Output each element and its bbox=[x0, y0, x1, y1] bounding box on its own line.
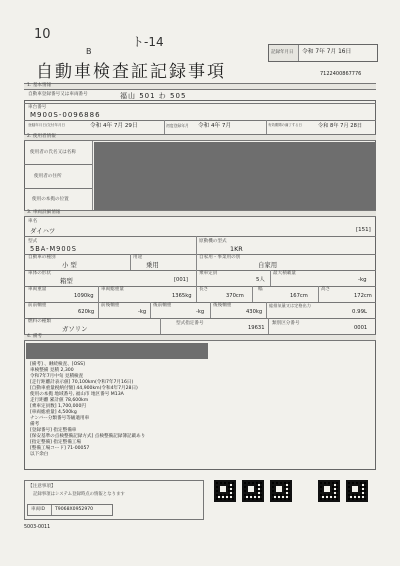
handwritten-code: ト-14 bbox=[132, 35, 164, 49]
purpose-value: 自家用 bbox=[258, 261, 278, 269]
first-reg2-label: 初度登録年月 bbox=[166, 123, 189, 128]
gross-weight-value: 1365kg bbox=[172, 293, 192, 299]
capacity-value: 5人 bbox=[256, 277, 265, 283]
remark-line: [車両総重量] 4,500kg bbox=[30, 410, 77, 415]
displacement-value: 0.99L bbox=[352, 309, 368, 315]
notes-box bbox=[24, 480, 204, 520]
vehicle-id-box bbox=[27, 504, 113, 516]
reg-number-value: 福山 501 わ 505 bbox=[120, 92, 187, 100]
remark-line: 使用の本拠 地域番号, 福山市 地区番号 M13A bbox=[30, 392, 124, 397]
height-label: 高さ bbox=[321, 287, 331, 292]
remark-line: 備考 bbox=[30, 422, 40, 427]
expiry-value: 令和 8年 7月 28日 bbox=[318, 123, 363, 129]
page-title: 自動車検査証記録事項 bbox=[36, 62, 226, 82]
section-user-title: 2. 使用者情報 bbox=[27, 134, 56, 139]
rear-rear-axle-value: 430kg bbox=[246, 309, 263, 315]
owner-address-label: 使用者の住所 bbox=[34, 174, 62, 179]
remark-line: 車検整備 見積 2,300 bbox=[30, 368, 74, 373]
base-location-label: 使用の本拠の位置 bbox=[32, 197, 69, 202]
front-front-axle-value: 620kg bbox=[78, 309, 95, 315]
handwritten-number: 10 bbox=[34, 27, 51, 42]
qr-code bbox=[214, 480, 236, 502]
qr-code bbox=[270, 480, 292, 502]
gross-weight-label: 車両総重量 bbox=[101, 287, 124, 292]
remark-line: [乗車定員数] 1,700,000円 bbox=[30, 404, 86, 409]
engine-value: 1KR bbox=[230, 245, 243, 253]
qr-code bbox=[318, 480, 340, 502]
length-value: 370cm bbox=[226, 293, 244, 299]
capacity-label: 乗車定員 bbox=[199, 271, 218, 276]
engine-label: 原動機の型式 bbox=[199, 239, 227, 244]
maker-code: [151] bbox=[356, 227, 371, 233]
remark-line: 令和7年7月中旬 見積検査 bbox=[30, 374, 84, 379]
type-number-label: 型式指定番号 bbox=[176, 321, 204, 326]
remark-line: ナンバー分類番号等級適用車 bbox=[30, 416, 90, 421]
remark-line: [指定整備] 指定整備工場 bbox=[30, 440, 81, 445]
remark-line: 走行距離 累計値 78,600km bbox=[30, 398, 89, 403]
first-reg-value: 令和 4年 7月 29日 bbox=[90, 123, 138, 129]
remark-line: [自動車重量税納付額] 44,900km(令和4年7月28日) bbox=[30, 386, 138, 391]
first-reg-label: 登録年月日/交付年月日 bbox=[28, 123, 66, 127]
record-date-box bbox=[268, 44, 378, 62]
chassis-label: 車台番号 bbox=[28, 105, 47, 110]
notes-title: 【注意事項】 bbox=[28, 484, 56, 489]
vehicle-id-value: T9068X0952970 bbox=[55, 507, 94, 512]
section-vehicle-bar bbox=[24, 210, 376, 217]
max-load-value: -kg bbox=[358, 277, 367, 283]
remark-line: [保安基準の点検整備記録方式] 点検整備記録簿記載あり bbox=[30, 434, 146, 439]
body-code: [001] bbox=[174, 277, 188, 283]
body-value: 箱型 bbox=[60, 277, 73, 285]
class-number-value: 0001 bbox=[354, 325, 368, 331]
record-date-label: 記録年月日 bbox=[271, 50, 294, 55]
section-vehicle-title: 3. 車両詳細情報 bbox=[27, 210, 61, 215]
chassis-value: M900S-0096886 bbox=[30, 111, 101, 119]
redacted-remarks bbox=[26, 343, 208, 359]
record-date-value: 令和 7年 7月 16日 bbox=[302, 49, 352, 55]
first-reg2-value: 令和 4年 7月 bbox=[198, 123, 232, 129]
front-rear-axle-label: 前後軸重 bbox=[101, 303, 120, 308]
front-front-axle-label: 前前軸重 bbox=[28, 303, 47, 308]
weight-value: 1090kg bbox=[74, 293, 94, 299]
displacement-label: 総排気量又は定格出力 bbox=[269, 303, 311, 308]
remark-line: 以下余白 bbox=[30, 452, 49, 457]
owner-name-label: 使用者の氏名又は名称 bbox=[30, 150, 76, 155]
fuel-value: ガソリン bbox=[62, 325, 88, 333]
section-remarks-title: 4. 備考 bbox=[27, 334, 43, 339]
rear-front-axle-label: 後前軸重 bbox=[153, 303, 172, 308]
section-basic-title: 1. 基本情報 bbox=[27, 83, 52, 88]
maker-label: 車名 bbox=[28, 219, 38, 224]
weight-label: 車両重量 bbox=[28, 287, 47, 292]
doc-number: 7122400867776 bbox=[320, 71, 362, 77]
remark-line: [走行距離計表示値] 70,100km(令和7年7月16日) bbox=[30, 380, 134, 385]
max-load-label: 最大積載量 bbox=[273, 271, 296, 276]
section-remarks-bar bbox=[24, 334, 376, 341]
section-basic-bar bbox=[24, 83, 376, 90]
use-value: 乗用 bbox=[146, 261, 159, 269]
remark-line: [登録番号] 指定整備車 bbox=[30, 428, 77, 433]
notes-body: 記録事項はシステム登録時点の情報となります bbox=[33, 492, 125, 497]
kind-label: 自動車の種別 bbox=[28, 255, 56, 260]
rear-front-axle-value: -kg bbox=[196, 309, 205, 315]
vehicle-id-label: 車両ID bbox=[31, 507, 46, 512]
remarks-list bbox=[30, 362, 330, 458]
fuel-label: 燃料の種類 bbox=[28, 319, 51, 324]
remark-line: [備考] 、継続検査、[OSS] bbox=[30, 362, 85, 367]
width-value: 167cm bbox=[290, 293, 308, 299]
reg-number-label: 自動車登録番号又は車両番号 bbox=[28, 92, 88, 97]
handwritten-letter: B bbox=[86, 47, 92, 56]
model-value: 5BA-M900S bbox=[30, 245, 77, 253]
remark-line: [整備工場コード] 71-00057 bbox=[30, 446, 90, 451]
page-code: 5003-0011 bbox=[24, 525, 51, 530]
qr-code bbox=[242, 480, 264, 502]
width-label: 幅 bbox=[258, 287, 263, 292]
type-number-value: 19631 bbox=[248, 325, 265, 331]
kind-value: 小 型 bbox=[62, 261, 77, 269]
maker-value: ダイハツ bbox=[30, 227, 56, 235]
body-label: 車体の形状 bbox=[28, 271, 51, 276]
front-rear-axle-value: -kg bbox=[138, 309, 147, 315]
expiry-label: 有効期間の満了する日 bbox=[268, 123, 302, 127]
model-label: 型式 bbox=[28, 239, 38, 244]
class-number-label: 類別区分番号 bbox=[272, 321, 300, 326]
rear-rear-axle-label: 後後軸重 bbox=[213, 303, 232, 308]
qr-code bbox=[346, 480, 368, 502]
redacted-user-info bbox=[94, 142, 376, 210]
section-user-bar bbox=[24, 134, 376, 141]
purpose-label: 自家用・事業用の別 bbox=[199, 255, 241, 260]
use-label: 用途 bbox=[133, 255, 143, 260]
height-value: 172cm bbox=[354, 293, 372, 299]
length-label: 長さ bbox=[199, 287, 209, 292]
